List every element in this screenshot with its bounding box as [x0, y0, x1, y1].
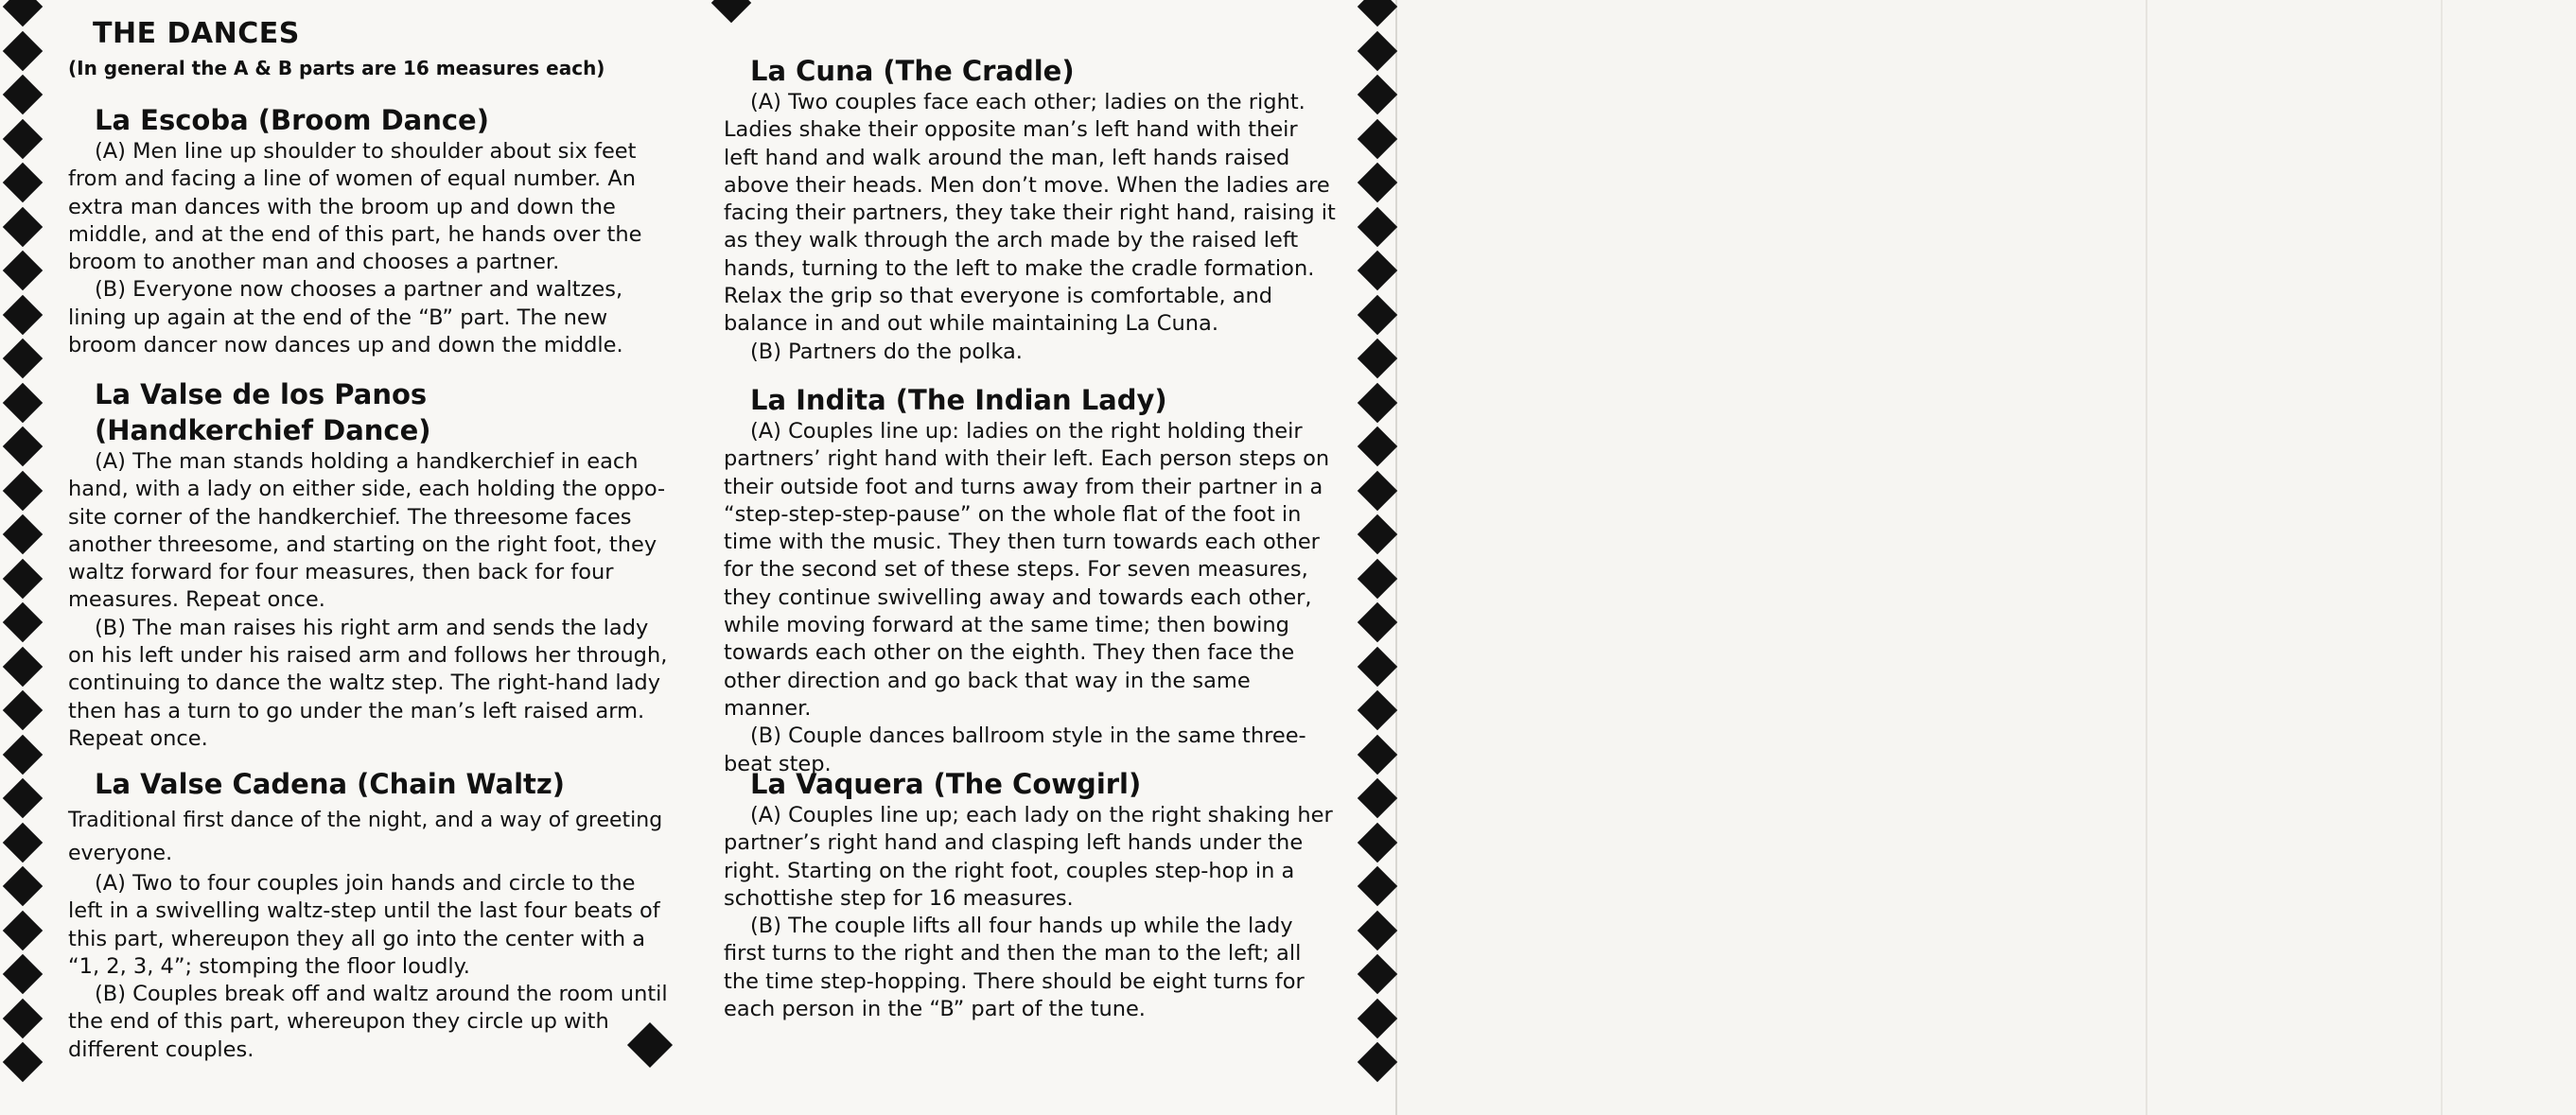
dance-paragraph: (A) Couples line up: ladies on the right holding their partners’ right hand with their left. Each person steps on their outside foot and turns away from their partner in a “step-step-step-pause” on the whole flat of the foot in time with the music. They then turn towards each other for the second set of these steps. For seven measures, they continue swivelling away and towards each other, while moving forward at the same time; then bowing towards each other on the eighth. They then face the other direction and go back that way in the same manner.	[724, 419, 1330, 721]
dance-paragraph: (A) Couples line up; each lady on the right shaking her partner’s right hand and clasping left hands under the right. Starting on the right foot, couples step-hop in a schottishe step for 16 measures.	[724, 803, 1333, 911]
dance-paragraph: (B) Couples break off and waltz around the room until the end of this part, whereupon they circle up with different couples.	[68, 982, 668, 1062]
diamond-ornament	[3, 470, 43, 510]
dance-paragraph: (B) The man raises his right arm and sends the lady on his left under his raised arm and follows her through, continuing to dance the waltz step. The right-hand lady then has a turn to go under the man’s left raised arm. Repeat once.	[68, 615, 668, 751]
dance-title: La Valse de los Panos (Handkerchief Dance)	[95, 378, 431, 446]
diamond-ornament	[1358, 690, 1397, 730]
diamond-ornament	[3, 1042, 43, 1082]
diamond-ornament	[1358, 954, 1397, 994]
dance-paragraph: (A) Two to four couples join hands and circle to the left in a swivelling waltz-step until the last four beats of this part, whereupon they all go into the center with a “1, 2, 3, 4”; stomping the floor loudly.	[68, 871, 660, 979]
dance-heading-line	[68, 768, 674, 870]
dance-paragraph: (B) Everyone now chooses a partner and waltzes, lining up again at the end of the “B” part. The new broom dancer now dances up and down the middle.	[68, 277, 623, 358]
diamond-ornament	[3, 0, 43, 26]
dance-title: La Valse Cadena (Chain Waltz)	[95, 768, 566, 800]
diamond-ornament	[3, 778, 43, 818]
diamond-ornament	[3, 910, 43, 949]
dance-title: La Indita (The Indian Lady)	[750, 384, 1167, 416]
diamond-ornament	[3, 339, 43, 378]
fold-line	[2441, 0, 2443, 1115]
diamond-ornament	[3, 382, 43, 422]
diamond-ornament	[1358, 514, 1397, 554]
diamond-ornament	[1358, 0, 1397, 26]
dance-paragraph: (B) Couple dances ballroom style in the same three-beat step.	[724, 723, 1306, 776]
diamond-ornament	[3, 690, 43, 730]
dance-paragraph: (A) The man stands holding a handkerchief in each hand, with a lady on either side, each holding the oppo-site corner of the handkerchief. The threesome faces another threesome, and starting on the right foot, they waltz forward for four measures, then back for four measures. Repeat once.	[68, 449, 666, 613]
dance-section	[68, 376, 674, 753]
diamond-ornament	[1358, 734, 1397, 774]
diamond-ornament	[3, 294, 43, 334]
diamond-ornament	[1358, 339, 1397, 378]
diamond-ornament	[1358, 118, 1397, 158]
diamond-ornament	[1358, 602, 1397, 642]
dance-paragraph: (B) The couple lifts all four hands up while the lady first turns to the right and then the man to the left; all the time step-hopping. There should be eight turns for each person in the “B” part of the tune.	[724, 914, 1305, 1022]
diamond-ornament	[1358, 778, 1397, 818]
diamond-ornament	[3, 514, 43, 554]
diamond-ornament	[3, 954, 43, 994]
dance-title: La Vaquera (The Cowgirl)	[750, 768, 1142, 800]
diamond-border-right	[1357, 0, 1398, 1115]
diamond-ornament	[1358, 30, 1397, 70]
diamond-ornament	[1358, 558, 1397, 598]
diamond-ornament	[3, 866, 43, 906]
insert-panel-blank	[1395, 0, 2576, 1115]
dance-paragraph: (A) Men line up shoulder to shoulder about six feet from and facing a line of women of equal number. An extra man dances with the broom up and down the middle, and at the end of this part, he hands over the broom to another man and chooses a partner.	[68, 139, 642, 275]
diamond-ornament	[1358, 470, 1397, 510]
diamond-ornament	[1358, 1042, 1397, 1082]
diamond-ornament	[1358, 822, 1397, 862]
dance-title: La Escoba (Broom Dance)	[95, 104, 489, 136]
diamond-border-left	[2, 0, 44, 1115]
dance-section	[68, 102, 674, 359]
diamond-ornament	[1358, 998, 1397, 1037]
dance-section	[724, 766, 1337, 1023]
dance-title: La Cuna (The Cradle)	[750, 55, 1075, 87]
diamond-ornament	[3, 558, 43, 598]
diamond-ornament	[3, 251, 43, 290]
diamond-ornament	[3, 118, 43, 158]
diamond-ornament	[1358, 294, 1397, 334]
diamond-ornament	[1358, 427, 1397, 466]
diamond-ornament	[3, 646, 43, 686]
page-title: THE DANCES	[93, 17, 300, 50]
diamond-ornament	[1358, 866, 1397, 906]
fold-line	[2146, 0, 2147, 1115]
page-subtitle: (In general the A & B parts are 16 measures each)	[68, 57, 605, 79]
diamond-ornament	[3, 75, 43, 114]
diamond-ornament	[1358, 910, 1397, 949]
dance-section	[724, 53, 1337, 366]
diamond-ornament	[3, 206, 43, 246]
diamond-ornament	[3, 163, 43, 202]
diamond-ornament	[3, 998, 43, 1037]
diamond-ornament	[1358, 382, 1397, 422]
diamond-ornament	[1358, 646, 1397, 686]
diamond-ornament	[3, 734, 43, 774]
diamond-ornament	[1358, 163, 1397, 202]
diamond-ornament	[3, 30, 43, 70]
diamond-ornament	[1358, 251, 1397, 290]
dance-section	[724, 382, 1337, 778]
dance-paragraph: (A) Two couples face each other; ladies on the right. Ladies shake their opposite man’s left hand with their left hand and walk around the man, left hands raised above their heads. Men don’t move. When the ladies are facing their partners, they take their right hand, raising it as they walk through the arch made by the raised left hands, turning to the left to make the cradle formation. Relax the grip so that everyone is comfortable, and balance in and out while maintaining La Cuna.	[724, 90, 1336, 337]
diamond-ornament	[1358, 75, 1397, 114]
diamond-ornament	[3, 602, 43, 642]
diamond-ornament	[3, 822, 43, 862]
dance-title-suffix: Traditional first dance of the night, and a way of greeting everyone.	[68, 809, 663, 865]
dance-section	[68, 768, 674, 1064]
diamond-ornament	[3, 427, 43, 466]
diamond-ornament	[1358, 206, 1397, 246]
dance-paragraph: (B) Partners do the polka.	[750, 339, 1023, 364]
